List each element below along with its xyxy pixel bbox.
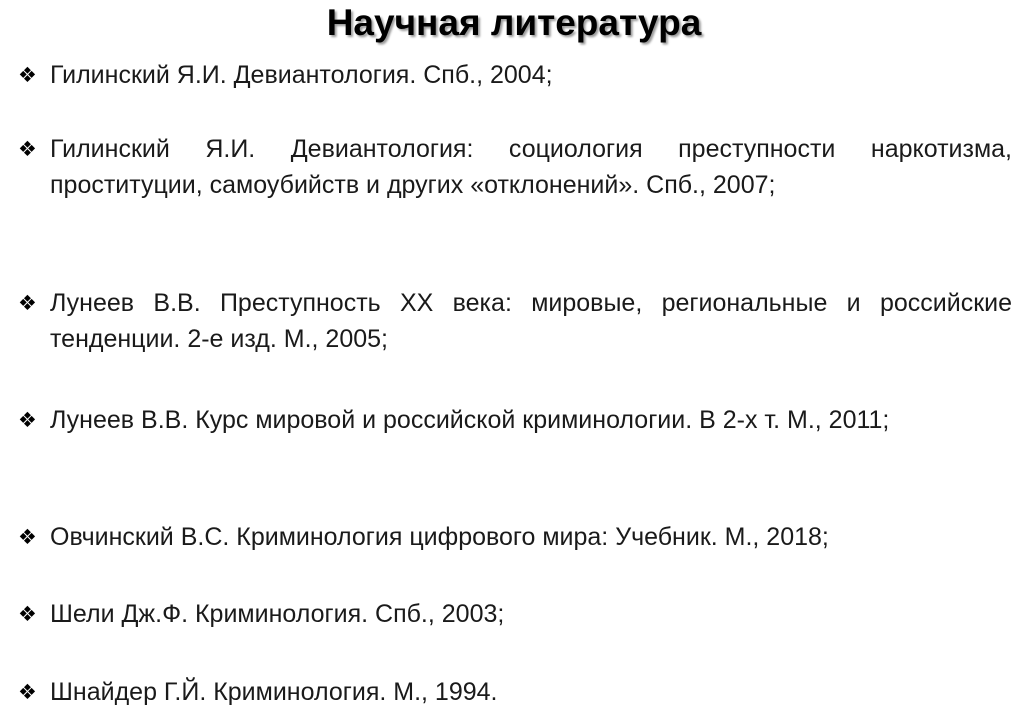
list-item xyxy=(18,674,1012,710)
list-item xyxy=(18,596,1012,632)
slide-title: Научная литература xyxy=(326,2,702,43)
list-item xyxy=(18,402,1012,438)
list-item-text: Шели Дж.Ф. Криминология. Спб., 2003; xyxy=(50,600,505,628)
list-item-text: Гилинский Я.И. Девиантология: социология преступности наркотизма, проституции, самоубийств и других «отклонений». Спб., 2007; xyxy=(50,135,1012,199)
list-item-text: Лунеев В.В. Курс мировой и российской криминологии. В 2-х т. М., 2011; xyxy=(50,406,890,434)
diamond-bullet-icon: ❖ xyxy=(18,525,37,549)
list-item-text: Шнайдер Г.Й. Криминология. М., 1994. xyxy=(50,678,498,706)
diamond-bullet-icon: ❖ xyxy=(18,291,37,315)
list-item-text: Овчинский В.С. Криминология цифрового мира: Учебник. М., 2018; xyxy=(50,523,829,551)
diamond-bullet-icon: ❖ xyxy=(18,137,37,161)
list-item xyxy=(18,285,1012,357)
diamond-bullet-icon: ❖ xyxy=(18,602,37,626)
list-item xyxy=(18,57,1012,93)
list-item xyxy=(18,131,1012,203)
diamond-bullet-icon: ❖ xyxy=(18,680,37,704)
list-item xyxy=(18,519,1012,555)
diamond-bullet-icon: ❖ xyxy=(18,63,37,87)
list-item-text: Гилинский Я.И. Девиантология. Спб., 2004; xyxy=(50,61,553,89)
list-item-text: Лунеев В.В. Преступность XX века: мировые, региональные и российские тенденции. 2-е изд. М., 2005; xyxy=(50,289,1012,353)
diamond-bullet-icon: ❖ xyxy=(18,408,37,432)
